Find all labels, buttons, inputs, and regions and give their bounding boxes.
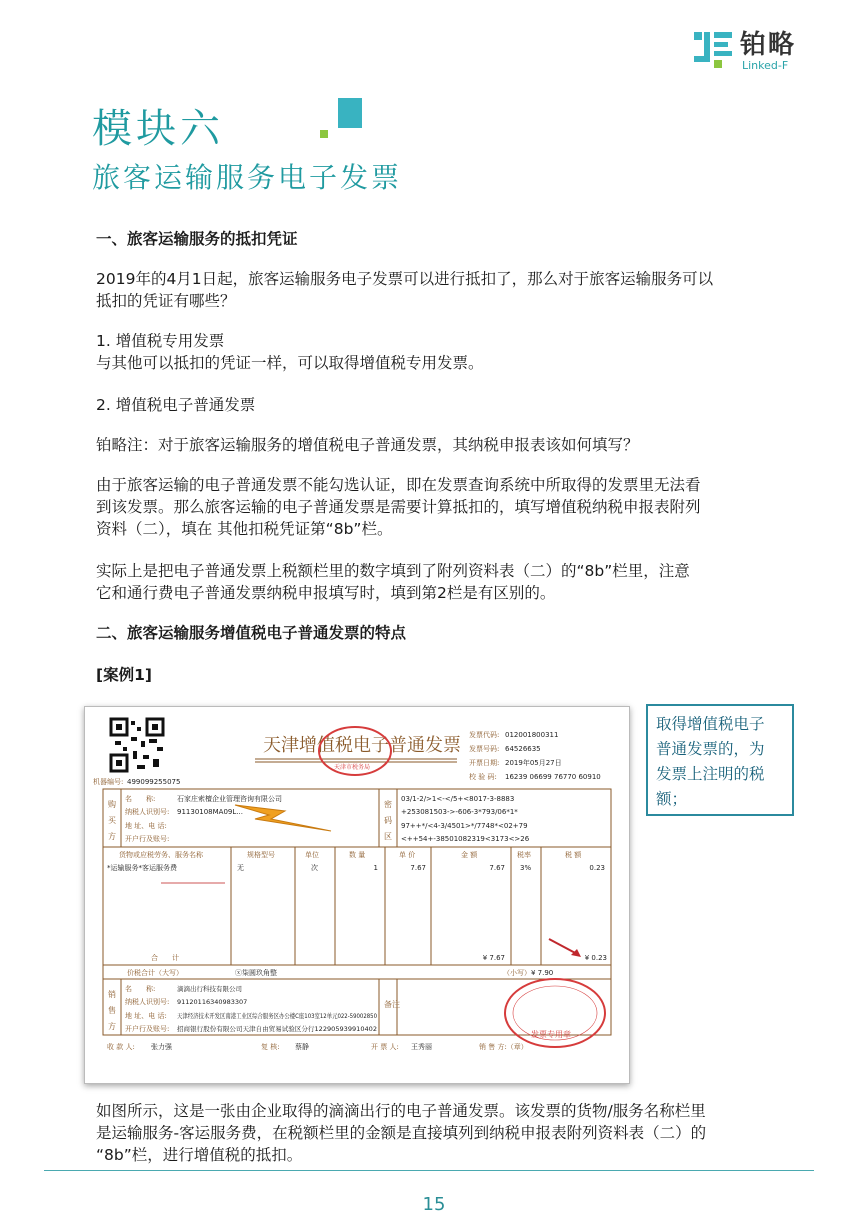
buyer-label: 名 称: xyxy=(125,795,156,803)
brand-logo xyxy=(694,30,824,74)
page-number: 15 xyxy=(422,1194,446,1215)
total-tax: ¥ 0.23 xyxy=(584,954,607,962)
invoice-date: 2019年05月27日 xyxy=(505,759,562,767)
seller-name: 滴滴出行科技有限公司 xyxy=(177,985,242,993)
col-header-tax: 税 额 xyxy=(565,851,582,859)
number-label: 发票号码: xyxy=(469,745,500,753)
seller-label: 开户行及账号: xyxy=(125,1025,170,1033)
closing-paragraph xyxy=(96,1100,786,1166)
tax-stamp-text: 天津市税务局 xyxy=(334,764,371,771)
paragraph-1 xyxy=(96,268,786,312)
item-name: *运输服务*客运服务费 xyxy=(107,864,177,872)
section-1-heading: 一、旅客运输服务的抵扣凭证 xyxy=(96,230,298,248)
grand-small-label: （小写） xyxy=(503,969,531,977)
seller-side-char: 方 xyxy=(108,1022,116,1031)
invoice-title: 天津增值税电子普通发票 xyxy=(263,735,461,756)
paragraph-4 xyxy=(96,560,786,604)
paragraph-3-line-1: 由于旅客运输的电子普通发票不能勾选认证，即在发票查询系统中所取得的发票里无法看 xyxy=(96,476,701,494)
cipher-side-char: 区 xyxy=(384,832,392,841)
section-2-heading: 二、旅客运输服务增值税电子普通发票的特点 xyxy=(96,624,407,642)
seller-side-char: 销 xyxy=(108,990,116,999)
item-2-title: 2. 增值税电子普通发票 xyxy=(96,396,256,414)
machine-number: 499099255075 xyxy=(127,778,181,786)
seller-label: 纳税人识别号: xyxy=(125,998,170,1006)
buyer-side-char: 购 xyxy=(108,800,116,809)
date-label: 开票日期: xyxy=(469,759,500,767)
item-1 xyxy=(96,330,786,374)
logo-chinese: 铂略 xyxy=(740,30,797,60)
buyer-label: 开户行及账号: xyxy=(125,835,170,843)
seller-label: 名 称: xyxy=(125,985,156,993)
cipher-line: <++54+-38501082319<3173<>26 xyxy=(401,835,530,843)
cipher-side-char: 密 xyxy=(384,800,392,809)
total-amount: ¥ 7.67 xyxy=(482,954,505,962)
buyer-labels xyxy=(125,794,169,843)
seller-stamp xyxy=(505,979,605,1047)
seller-labels xyxy=(125,984,169,1033)
cipher-side-label xyxy=(384,799,392,841)
arrow-head-icon xyxy=(571,949,581,957)
invoice-item-row xyxy=(107,863,605,872)
col-header-rate: 税率 xyxy=(517,851,531,859)
invoice-header-info xyxy=(469,730,601,781)
col-header-spec: 规格型号 xyxy=(247,851,275,859)
paragraph-1-line-1: 2019年的4月1日起，旅客运输服务电子发票可以进行抵扣了，那么对于旅客运输服务可以 xyxy=(96,270,714,288)
logo-mark-icon xyxy=(694,30,734,70)
item-qty: 1 xyxy=(373,864,378,872)
invoice-image xyxy=(84,706,630,1084)
payee-name: 张力强 xyxy=(151,1043,172,1051)
note-paragraph: 铂略注：对于旅客运输服务的增值税电子普通发票，其纳税申报表该如何填写？ xyxy=(96,436,639,454)
case-label: [案例1] xyxy=(96,666,152,684)
cipher-line: 03/1-2/>1<-</5+<8017-3-8883 xyxy=(401,795,515,803)
item-1-body: 与其他可以抵扣的凭证一样，可以取得增值税专用发票。 xyxy=(96,354,484,372)
col-header-unit: 单位 xyxy=(305,851,319,859)
seller-tax-id: 91120116340983307 xyxy=(177,998,248,1006)
footer-divider xyxy=(44,1170,814,1171)
code-label: 发票代码: xyxy=(469,731,500,739)
decor-square-green xyxy=(320,130,328,138)
invoice-number: 64526635 xyxy=(505,745,541,753)
callout-line-1: 取得增值税电子 xyxy=(656,715,765,733)
column-headers xyxy=(119,850,582,859)
paragraph-3-line-2: 到该发票。那么旅客运输的电子普通发票是需要计算抵扣的，填写增值税纳税申报表附列 xyxy=(96,498,701,516)
buyer-name: 石家庄索檀企业管理咨询有限公司 xyxy=(177,795,282,803)
closing-line-2: 是运输服务-客运服务费，在税额栏里的金额是直接填列到纳税申报表附列资料表（二）的 xyxy=(96,1124,707,1142)
paragraph-3-line-3: 资料（二），填在 其他扣税凭证第“8b”栏。 xyxy=(96,520,393,538)
invoice-drawing xyxy=(85,707,629,1083)
logo-english: Linked-F xyxy=(742,59,789,72)
cipher-side-char: 码 xyxy=(384,816,392,825)
callout-line-3: 发票上注明的税 xyxy=(656,765,765,783)
item-price: 7.67 xyxy=(410,864,426,872)
buyer-side-char: 方 xyxy=(108,832,116,841)
qr-code-icon xyxy=(111,719,163,771)
seller-seal-label: 销 售 方:（章） xyxy=(479,1043,528,1051)
paragraph-4-line-2: 它和通行费电子普通发票纳税申报填写时，填到第2栏是有区别的。 xyxy=(96,584,556,602)
item-spec: 无 xyxy=(237,864,244,872)
check-code: 16239 06699 76770 60910 xyxy=(505,773,601,781)
grand-total-words: ⓧ柒圆玖角整 xyxy=(235,969,277,977)
issuer-name: 王秀丽 xyxy=(411,1043,432,1051)
seller-label: 地 址、电 话: xyxy=(125,1012,167,1020)
buyer-label: 纳税人识别号: xyxy=(125,808,170,816)
paragraph-4-line-1: 实际上是把电子普通发票上税额栏里的数字填到了附列资料表（二）的“8b”栏里，注意 xyxy=(96,562,690,580)
seller-address: 天津经济技术开发区南港工业区综合服务区办公楼C座103室12单元022-59002850 xyxy=(177,1012,420,1020)
payee-label: 收 款 人: xyxy=(107,1043,135,1051)
cipher-line: +253081503->-606-3*793/06*1* xyxy=(401,808,518,816)
col-header-name: 货物或应税劳务、服务名称 xyxy=(119,851,203,859)
callout-line-4: 额； xyxy=(656,790,688,808)
callout-line-2: 普通发票的，为 xyxy=(656,740,765,758)
redaction-arrow-icon xyxy=(235,805,331,831)
seller-bank: 招商银行股份有限公司天津自由贸易试验区分行122905939910402 xyxy=(177,1025,376,1033)
cipher-line: 97++*/<4-3/4501>*/7748*<02+79 xyxy=(401,822,528,830)
module-title: 模块六 xyxy=(92,106,224,152)
item-rate: 3% xyxy=(520,864,532,872)
closing-line-1: 如图所示，这是一张由企业取得的滴滴出行的电子普通发票。该发票的货物/服务名称栏里 xyxy=(96,1102,706,1120)
buyer-label: 地 址、电 话: xyxy=(125,822,167,830)
invoice-footer xyxy=(107,1042,528,1051)
invoice-code: 012001800311 xyxy=(505,731,559,739)
item-unit: 次 xyxy=(311,864,318,872)
total-label: 合 计 xyxy=(151,954,179,962)
item-amount: 7.67 xyxy=(489,864,505,872)
seller-side-char: 售 xyxy=(108,1006,116,1015)
buyer-tax-id: 91130108MA09L... xyxy=(177,808,243,816)
issuer-label: 开 票 人: xyxy=(371,1043,399,1051)
item-1-title: 1. 增值税专用发票 xyxy=(96,332,225,350)
col-header-qty: 数 量 xyxy=(349,851,366,859)
machine-label: 机器编号: xyxy=(93,778,124,786)
seller-side-label xyxy=(108,989,116,1031)
buyer-side-label xyxy=(108,799,117,841)
col-header-amount: 金 额 xyxy=(461,851,478,859)
reviewer-name: 蔡静 xyxy=(295,1043,309,1051)
buyer-side-char: 买 xyxy=(108,816,116,825)
col-header-price: 单 价 xyxy=(399,851,416,859)
check-label: 校 验 码: xyxy=(469,773,497,781)
closing-line-3: “8b”栏，进行增值税的抵扣。 xyxy=(96,1146,303,1164)
paragraph-1-line-2: 抵扣的凭证有哪些？ xyxy=(96,292,236,310)
callout-box xyxy=(646,704,794,816)
paragraph-3 xyxy=(96,474,786,540)
item-tax: 0.23 xyxy=(589,864,605,872)
reviewer-label: 复 核: xyxy=(261,1043,280,1051)
grand-total-label: 价税合计（大写） xyxy=(127,969,183,977)
grand-total-small: ¥ 7.90 xyxy=(531,969,554,977)
cipher-text xyxy=(401,795,530,843)
decor-square-blue xyxy=(338,98,362,128)
remark-label: 备注 xyxy=(384,1000,400,1009)
module-subtitle: 旅客运输服务电子发票 xyxy=(92,161,403,194)
seller-stamp-text: 发票专用章 xyxy=(531,1030,571,1039)
